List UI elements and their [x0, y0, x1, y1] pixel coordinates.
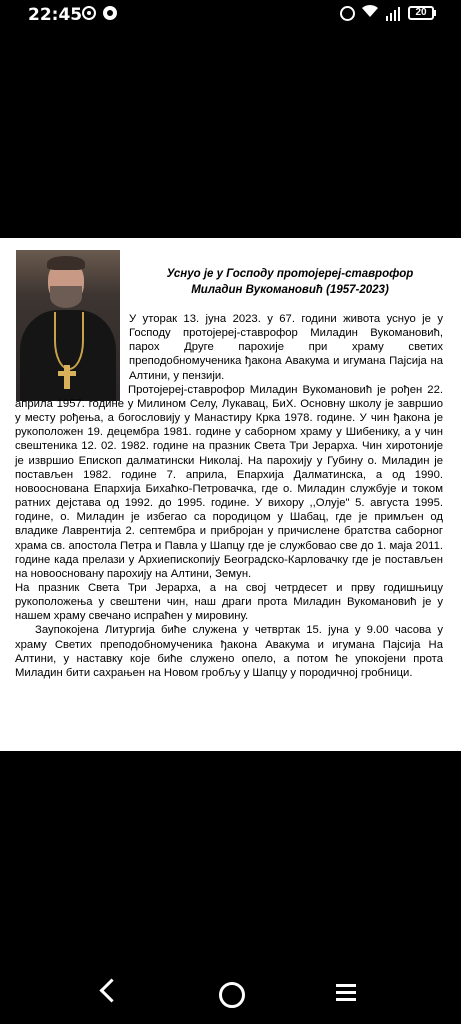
- battery-icon: 20: [408, 6, 434, 20]
- paragraph-2: Протојереј-ставрофор Миладин Вукомановић је рођен 22. априла 1957. године у Милином Селу, Лукавац, БиХ. Основну школу је завршио у месту рођења, а богословију у Манастиру Крка 1978. године. У чин ђакона је рукоположен 19. децембра 1981. године у саборном храму у Шибенику, а у чин свештеника 12. 02. 1982. године на празник Света Три Јерарха. Чин хиротоније је извршио Епископ далматински Николај. На парохију у Губину о. Миладин је постављен 1982. године 7. априла, Епархија Далматинска, а од 1990. новооснована Епархија Бихаћко-Петровачка, где о. Миладин службује и током ратних дејстава од 1992. до 1995. године. У вихору ,,Олује" 5. августа 1995. године, о. Миладин је избегао са породицом у Шабац, где је примљен од владике Лаврентија 2. септембра и прибројан у причислене братства саборног храма св. апостола Петра и Павла у Шапцу где је службовао све до 1. маја 2011. године када прелази у Архиепископију Београдско-Карловачку где је постављен на новоосновану парохију на Алтини, Земун.: [15, 383, 443, 580]
- signal-icon: [385, 6, 401, 22]
- paragraph-1: У уторак 13. јуна 2023. у 67. години живота уснуо је у Господу протојереј-ставрофор Миладин Вукомановић, парох Друге парохије при храму светих преподобномученика ђакона Авакума и игумана Пајсија на Алтини, у пензији.: [129, 313, 443, 382]
- battery-tip: [434, 10, 436, 16]
- paragraph-3: На празник Света Три Јерарха, а на свој четрдесет и прву годишњицу рукоположења у свештени чин, наш драги прота Миладин Вукомановић је у нашем храму свечано испраћен у мировину.: [15, 581, 443, 623]
- obituary-image: [0, 238, 461, 751]
- headline-line-2: Миладин Вукомановић (1957-2023): [191, 284, 389, 296]
- paragraph-4: Заупокојена Литургија биће служена у четвртак 15. јуна у 9.00 часова у храму Светих преподобномученика ђакона Авакума и игумана Пајсија На Алтини, у наставку које биће служено опело, а потом ће упокојени прота Миладин бити сахрањен на Новом гробљу у Шапцу у породичној гробници.: [15, 624, 443, 679]
- back-icon[interactable]: [99, 978, 123, 1002]
- notification-icon: [103, 6, 117, 20]
- home-icon[interactable]: [219, 982, 245, 1008]
- navigation-bar: [0, 960, 461, 1024]
- headline: [132, 266, 448, 298]
- wifi-icon: [362, 4, 378, 21]
- alarm-icon: [340, 6, 355, 21]
- clock: 22:45: [28, 5, 83, 25]
- recents-icon[interactable]: [336, 984, 356, 1002]
- chrome-icon: [82, 6, 96, 20]
- status-bar: [0, 0, 461, 30]
- obituary-text: [15, 312, 443, 680]
- headline-line-1: Уснуо је у Господу протојереј-ставрофор: [166, 268, 414, 280]
